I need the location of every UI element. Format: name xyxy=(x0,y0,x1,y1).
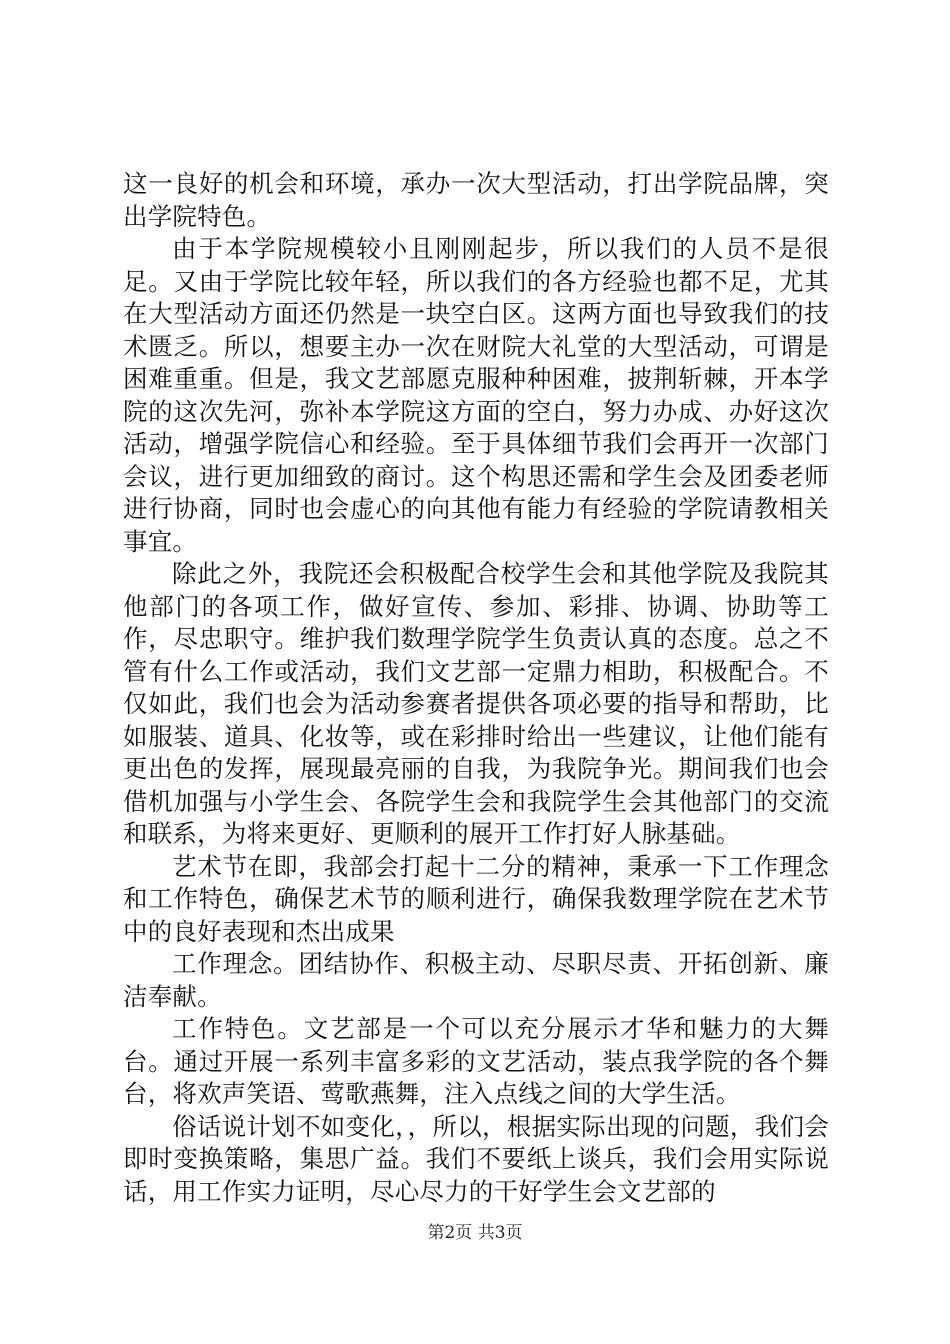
page-number: 第2页 共3页 xyxy=(427,1223,523,1243)
paragraph-4: 艺术节在即，我部会打起十二分的精神，秉承一下工作理念和工作特色，确保艺术节的顺利进行，确保我数理学院在艺术节中的良好表现和杰出成果 xyxy=(123,851,829,946)
document-body xyxy=(123,168,829,1208)
paragraph-6: 工作特色。文艺部是一个可以充分展示才华和魅力的大舞台。通过开展一系列丰富多彩的文艺活动，装点我学院的各个舞台，将欢声笑语、莺歌燕舞，注入点线之间的大学生活。 xyxy=(123,1014,829,1108)
paragraph-3: 除此之外，我院还会积极配合校学生会和其他学院及我院其他部门的各项工作，做好宣传、参加、彩排、协调、协助等工作，尽忠职守。维护我们数理学院学生负责认真的态度。总之不管有什么工作或活动，我们文艺部一定鼎力相助，积极配合。不仅如此，我们也会为活动参赛者提供各项必要的指导和帮助，比如服装、道具、化妆等，或在彩排时给出一些建议，让他们能有更出色的发挥，展现最亮丽的自我，为我院争光。期间我们也会借机加强与小学生会、各院学生会和我院学生会其他部门的交流和联系，为将来更好、更顺利的展开工作打好人脉基础。 xyxy=(123,559,829,848)
paragraph-2: 由于本学院规模较小且刚刚起步，所以我们的人员不是很足。又由于学院比较年轻，所以我们的各方经验也都不足，尤其在大型活动方面还仍然是一块空白区。这两方面也导致我们的技术匮乏。所以，想要主办一次在财院大礼堂的大型活动，可谓是困难重重。但是，我文艺部愿克服种种困难，披荆斩棘，开本学院的这次先河，弥补本学院这方面的空白，努力办成、办好这次活动，增强学院信心和经验。至于具体细节我们会再开一次部门会议，进行更加细致的商讨。这个构思还需和学生会及团委老师进行协商，同时也会虚心的向其他有能力有经验的学院请教相关事宜。 xyxy=(123,234,829,556)
paragraph-1: 这一良好的机会和环境，承办一次大型活动，打出学院品牌，突出学院特色。 xyxy=(123,169,829,231)
paragraph-7: 俗话说计划不如变化，，所以，根据实际出现的问题，我们会即时变换策略，集思广益。我们不要纸上谈兵，我们会用实际说话，用工作实力证明，尽心尽力的干好学生会文艺部的 xyxy=(123,1111,829,1206)
paragraph-5: 工作理念。团结协作、积极主动、尽职尽责、开拓创新、廉洁奉献。 xyxy=(123,949,829,1011)
